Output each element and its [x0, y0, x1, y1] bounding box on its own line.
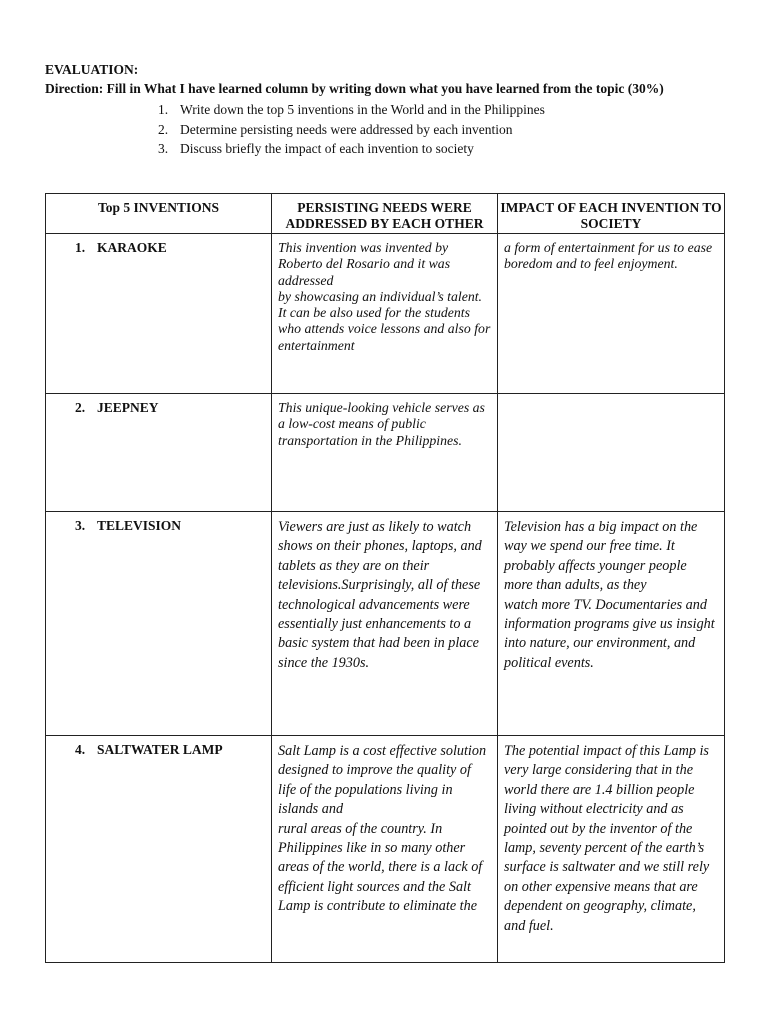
invention-name: JEEPNEY: [97, 400, 159, 415]
instruction-text: Write down the top 5 inventions in the World and in the Philippines: [180, 102, 545, 117]
inventions-table: [45, 193, 725, 963]
header-persisting-needs: PERSISTING NEEDS WERE ADDRESSED BY EACH OTHER: [272, 194, 498, 234]
instruction-text: Determine persisting needs were addressed by each invention: [180, 121, 513, 137]
invention-name: TELEVISION: [97, 518, 182, 533]
evaluation-title: EVALUATION:: [45, 62, 139, 77]
instruction-item: [158, 140, 545, 160]
invention-name-cell: [46, 234, 272, 394]
invention-number: 1.: [75, 240, 86, 255]
invention-name-cell: [46, 736, 272, 963]
persisting-needs-cell: This unique-looking vehicle serves as a low-cost means of public transportation in the Philippines.: [272, 394, 498, 512]
header-inventions: Top 5 INVENTIONS: [46, 194, 272, 234]
table-row: [46, 512, 725, 736]
instruction-text: Discuss briefly the impact of each invention to society: [180, 141, 474, 156]
invention-number: 2.: [75, 400, 86, 415]
impact-cell: The potential impact of this Lamp is very large considering that in the world there are 1.4 billion people living without electricity and as pointed out by the inventor of the lamp, seventy percent of the earth’s surface is saltwater and we still rely on other expensive means that are dependent on geography, climate, and fuel.: [498, 736, 725, 963]
invention-name-cell: [46, 394, 272, 512]
invention-name: SALTWATER LAMP: [97, 742, 223, 757]
invention-name: KARAOKE: [97, 240, 167, 255]
header-impact: IMPACT OF EACH INVENTION TO SOCIETY: [498, 194, 725, 234]
impact-cell: [498, 394, 725, 512]
invention-number: 4.: [75, 742, 86, 757]
instruction-item: [158, 101, 545, 121]
persisting-needs-cell: Salt Lamp is a cost effective solution designed to improve the quality of life of the populations living in islands and rural areas of the country. In Philippines like in so many other areas of the world, there is a lack of efficient light sources and the Salt Lamp is contribute to eliminate the: [272, 736, 498, 963]
impact-cell: a form of entertainment for us to ease boredom and to feel enjoyment.: [498, 234, 725, 394]
instruction-list: [158, 101, 545, 160]
invention-name-cell: [46, 512, 272, 736]
table-row: [46, 234, 725, 394]
instruction-number: 1.: [158, 102, 169, 117]
instruction-number: 3.: [158, 141, 169, 156]
table-row: [46, 736, 725, 963]
persisting-needs-cell: Viewers are just as likely to watch shows on their phones, laptops, and tablets as they are on their televisions.Surprisingly, all of these technological advancements were essentially just enhancements to a basic system that had been in place since the 1930s.: [272, 512, 498, 736]
instruction-number: 2.: [158, 121, 169, 137]
table-row: [46, 394, 725, 512]
invention-number: 3.: [75, 518, 86, 533]
impact-cell: Television has a big impact on the way we spend our free time. It probably affects younger people more than adults, as they watch more TV. Documentaries and information programs give us insight into nature, our environment, and political events.: [498, 512, 725, 736]
direction-text: Direction: Fill in What I have learned column by writing down what you have learned from the topic (30%): [45, 81, 664, 96]
persisting-needs-cell: This invention was invented by Roberto del Rosario and it was addressed by showcasing an individual’s talent. It can be also used for the students who attends voice lessons and also for entertainment: [272, 234, 498, 394]
instruction-item: [158, 121, 545, 141]
table-header-row: [46, 194, 725, 234]
